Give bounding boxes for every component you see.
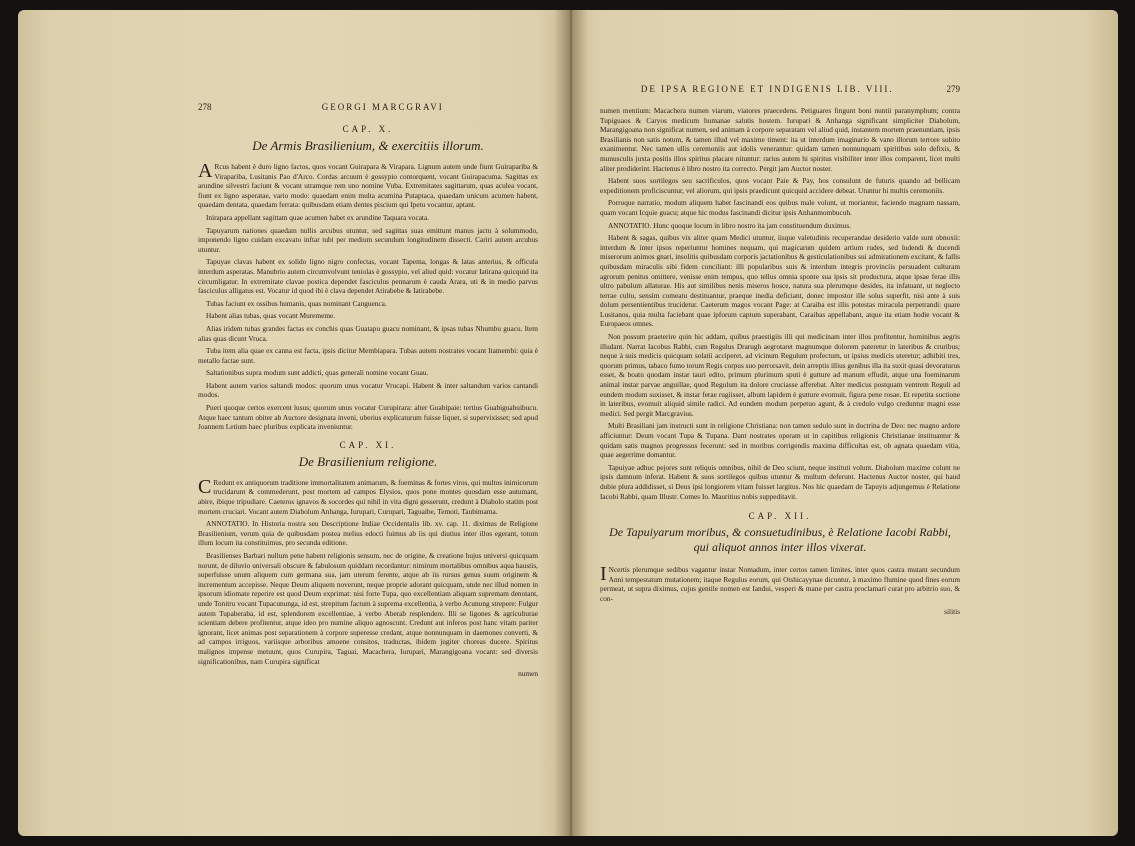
chapter-body [198, 475, 538, 666]
left-page-content [198, 102, 538, 678]
catchword: silitis [944, 606, 960, 616]
chapter-title-line: qui aliquot annos inter illos vixerat. [693, 540, 867, 555]
chapter-title-line: De Tapuiyarum moribus, & consuetudinibus, è Relatione Iacobi Rabbi, [609, 525, 951, 540]
paragraph: Multi Brasiliani jam instructi sunt in religione Christiana: non tamen sedulo sunt in doctrina de Deo: nec magno ardore afficiuntur: Deum vocant Tupa & Tupana. Dant nostrates operam ut in capitibus religionis Christianae instituantur & quidam satis magnos progressus fecerunt: sed in moribus corrigendis maxima difficultas est, ob agnata quaedam vitia, quae aegerrime domantur. [600, 421, 960, 460]
running-header-right [600, 84, 960, 94]
chapter-label: CAP. X. [342, 124, 394, 134]
paragraph: Tapuiyae adhuc pejores sunt reliquis omnibus, nihil de Deo sciunt, neque instituti volunt. Diabolum maxime colunt ne ipsis damnum inferat. Habent & suos sortilegos quibus utuntur & multum deferunt. Hactenus Auctor noster, qui haud dubie plura addidisset, si Deus ipsi longiorem vitam fuisset largitus. Nos hic quaedam de Tapuyis adjungemus è Relatione Iacobi Rabbi, quam Illustr. Comes Io. Mauritius nobis suppeditavit. [600, 462, 960, 501]
running-header-left [198, 102, 538, 112]
paragraph: ANNOTATIO. In Historia nostra seu Descriptione Indiae Occidentalis lib. xv. cap. 11. diximus de Religione Brasilienium, verum quia de quibusdam postea melius edocti fuimus ab iis qui diutius inter illos egerant, totum illum locum ita constituimus, pro secunda editione. [198, 519, 538, 548]
paragraph: Tapuyarum nationes quaedam nullis arcubus utuntur, sed sagittas suas emittunt manus jactu à solummodo, imponendo ligno cuidam excavato inftar tubi per medium secundum longitudinem dissecti. Cariri autem arcubus utuntur. [198, 225, 538, 254]
paragraph: Habent alias tubas, quas vocant Murememe. [206, 311, 336, 321]
open-book [18, 10, 1118, 836]
paragraph: INcertis plerumque sedibus vagantur instar Nomadum, inter certos tamen limites, inter quos castra mutant secundum Anni tempestatum mutationem; itaque Regulus eorum, qui Otshicayynae dicuntur, à maximo flumine quod fines eorum permeat, ut supra diximus, cujus gentile nomen est Iandui, vesperi & mane per castra proclamari curat pro arbitrio suo, & con- [600, 563, 960, 603]
chapter-title [600, 525, 960, 555]
paragraph: ARcus habent è duro ligno factos, quos vocant Guirapara & Virapara. Lignum autem unde fiunt Guirapariba & Virapariba, Lusitanis Pao d'Arco. Cordas arcuum è gossypio contorquent, vocant Guirapacuma. Sagittas ex arundine silvestri faciunt & vocant utramque rem uno nomine Vuba. Extremitates sagittarum, quas aculea vocant, fiunt ex ligno asperatae, vario modo: quaedam enim multa acumina Putaptaca, quaedam unicum acumen habent, quaedam dentata, quaedam ferrata: quibusdam etiam dentes piscium qui Ipetu vocantur, aptant. [198, 160, 538, 210]
right-page-content [600, 84, 960, 616]
paragraph: Habent suos sortilegos seu sacrificulos, quos vocant Paie & Pay, hos consulunt de futuris quando ad bellicam expeditionem proficiscuntur, vel aliorum, qui ipsis praedicunt quicquid accidere debeat. Utuntur hi multis ceremoniis. [600, 176, 960, 195]
paragraph: Habent autem varios saltandi modos: quorum unus vocatur Vrucapi. Habent & inter saltandum varios cantandi modos. [198, 380, 538, 400]
paragraph: Tapuyae clavas habent ex solido ligno nigro confectas, vocant Tapema, longas & latas anterius, & officula interdum asperatas. Manubrio autem circumvolvunt teniolas è gossypio, vel aliud quid: vocatur Iatirana quicquid ita circumligatur. In extremitate clavae postica dependet fasciculus pennarum è cauda Arara, uti & in medio parvus fasciculus alligatus est. Vocatur id quod ibi è clava dependet Atirabebe & Iatirabebe. [198, 257, 538, 296]
page-number-right: 279 [946, 84, 960, 94]
chapter-title: De Brasilienium religione. [298, 453, 438, 469]
paragraph: Pueri quoque certos exercent lusus; quorum unus vocatur Curupirara: alter Guabipaie: tertius Guabiguabuibucu. Atque haec tantum obiter ab Auctore designata inveni, uberius explicaturum fuisse liquet, si supervixisset; sed apud Joannem Letium haec pluribus explicata inveniuntur. [198, 403, 538, 432]
paragraph: Alias iridem tubas grandes factas ex conchis quas Guatapu guacu nominant, & ipsas tubas Nhumbu guacu. Item alias quas dicunt Vruca. [198, 323, 538, 343]
catchword: numen [518, 669, 538, 679]
chapter-title: De Armis Brasilienium, & exercitiis illorum. [252, 138, 484, 153]
chapter-body [600, 565, 960, 603]
left-page [18, 10, 570, 836]
paragraph: Brasilienses Barbari nullum pene habent religionis sensum, nec de origine, & creatione hujus universi quicquam norunt, de diluvio universali obscure & fabulosum quiddam recordantur: nimirum mortalibus omnibus aqua haustis, superfuisse unum aliquem cum germana sua, jam uterum ferente, atque ab iis rursus genus suum originem & incrementum accepisse. Neque Deum aliquem noverunt, neque proprie adorant quicquam, unde nec illud nomen in ipsorum idiomate reperire est quod Deum exprimat: nisi forte Tupa, quo excellentiam aliquam supremam denotant, unde Tonitru vocant Tupacununga, id est, strepitum factum à suprema excellentia, à verbo Acunung strepere: Fulgur autem Tupaberaba, id est, splendorem excellentiae, à verbo Aberab resplendere. Illi se ligones & agriculturae scientiam debere profitentur, atque ideo pro numine aliquo agnoscunt. Credunt aut inferos post hanc vitam pariter ignorant, licet animas post separationem à corpore superesse credant, atque nonnunquam in daemones converti, & ad campos irriguos, variisque arboribus amoene consitos, traductas, ibidem jugiter choreas ducere. Spiritus malignos impense metuunt, quos Curupira, Taguai, Macachera, Iurupari, Marangigoana vocant: sed diversis significationibus, nam Curupira significat [198, 551, 538, 666]
paragraph: Tubas faciunt ex ossibus humanis, quas nominant Canguenca. [206, 298, 387, 308]
running-title-left: GEORGI MARCGRAVI [321, 102, 444, 112]
paragraph: numen mentium: Macachera numen viarum, viatores praecedens. Petiguares fingunt boni nuntii paranymphum; contra Tupiguaos & Caryos medicum humanae salutis hostem. Iurupari & Anhanga significant simpliciter Diabolum, Marangigoana non significat numen, sed animam à corpore separatam vel aliud quid, instantem mortem praenuntiam, ipsis Brasilianis non satis notum, & tamen illud vel maxime timent: ita ut interdum imaginario & vano illorum terrore subito exanimentur. Nec tamen ullis ceremoniis aut idolis venerantur: quidam tamen nonnunquam spiritibus solo defixis, & munusculis juxta positis illos spiritus placare nituntur: rarius autem hi spiritus visibiliter inter illos comparent, licet multi aliter prodiderint. Hactenus è libro nostro ita correcto. Pergit jam Auctor noster. [600, 106, 960, 173]
paragraph: Saltationibus supra modum sunt addicti, quas generali nomine vocant Guau. [206, 368, 429, 378]
paragraph: CRedunt ex antiquorum traditione immortalitatem animarum, & foeminas & fortes viros, qui multos inimicorum trucidarunt & commederunt, post mortem ad campos Elysios, quos pone montes quosdam esse autumant, abire, ibique tripudiare. Caeteros ignavos & socordes qui nihil in vita digni gesserunt, credunt à Diabolo statim post mortem cruciari. Vocant autem Diabolum Anhanga, Iurupari, Curupari, Taguaibe, Temoti, Taubimama. [198, 475, 538, 516]
paragraph: Tuba item alia quae ex canna est facta, ipsis dicitur Membiapara. Tubas autem nostrates vocant Itamembi: quia è metallo factae sunt. [198, 346, 538, 365]
right-page [570, 10, 1118, 836]
paragraph: Inirapara appellant sagittam quae acumen habet ex arundine Taquara vocata. [206, 212, 430, 222]
paragraph: ANNOTATIO. Hunc quoque locum in libro nostro ita jam constituendum duximus. [608, 220, 852, 230]
chapter-label: CAP. XI. [339, 439, 397, 450]
paragraph: Porroque narratio, modum aliquem habet fascinandi eos quibus male volunt, ut moriantur, faciendo magnam nassam, quam vocant Icquie guacu; atque hic modus fascinandi dicitur ipsis Anhanmombucuh. [600, 198, 960, 217]
page-number-left: 278 [198, 102, 212, 112]
paragraph: Habent & sagas, quibus vix aliter quam Medici utuntur, iisque valetudinis recuperandae desiderio valde sunt obnoxii: interdum & inter ipsos reperiuntur homines nequam, qui magicarum quidem artium rudes, sed ludendi & ducendi miserorum animos gnari, insolitis quibusdam corporis jactationibus & gesticulationibus sui admirationem excitant, & fallis quibusdam miraculis sibi fidem conciliant: illi popularibus suis & interdum integris provinciis persuadent culturam agrorum penitus omittere, venisse enim tempus, quo tellus omnia sponte sua ipsis sit productura, atque ipsae ferae illis ultro pabulum allaturae. His aut similibus nenis miseros hosce, natura sua plerumque desides, ita infatuant, ut neglecto terrae cultu, sensim comeatu destituantur, praeque inedia deficiant, donec impostor ille solus superfit, nisi ante à suis dolum persentientibus trucidetur. Caeterum magos vocant Page: at Caraiba est illis potestas miracula perpetrandi: quare Lusitanos, quia multa faciebant quae ipforum captum superabant, Caraibas appellabant, atque ita etiam hodie vocant & Europaeos omnes. [600, 233, 960, 329]
chapter-body [600, 106, 960, 501]
paragraph: Non possum praeterire quin hic addam, quibus praestigiis illi qui medicinam inter illos profitentur, hominibus aegris illudant. Narrat Iacobus Rabbi, cum Regulus Drarugh aegrotaret magnumque dolorem pateretur in lateribus & cruribus; neque à suis medicis quicquam solatii acciperet, ad vicinum Regulum profectum, ut ipsius medicis uteretur; adhibiti tres, quorum primus, tabaco fumo torum Regis corpus suo perrorsavit, dein arreptis illius genibus illa ita suxit quasi devoraturus esset, & boatu quodam instar tauri edito, primum plurimum sputi è gutture ad manum effudit, atque una foeminarum animal instar parvae anguillae, quod Regulum ita dolore cruciasse afferebat. Alter medicus postquam ventrem Reguli ad eundem modum suxisset, & instar ferae rugiisset, album lapidem è gutture evomuit, figura pene rosae. Et repetita suctione in lateribus, evomuit aliquid simile radici. Ad eundem modum perpetuo agunt, & à credulo vulgo creduntur magni esse medici. Sed pergit Marcgravius. [600, 332, 960, 418]
running-title-right: DE IPSA REGIONE ET INDIGENIS LIB. VIII. [640, 84, 894, 94]
chapter-body [198, 162, 538, 432]
chapter-label: CAP. XII. [748, 511, 812, 522]
